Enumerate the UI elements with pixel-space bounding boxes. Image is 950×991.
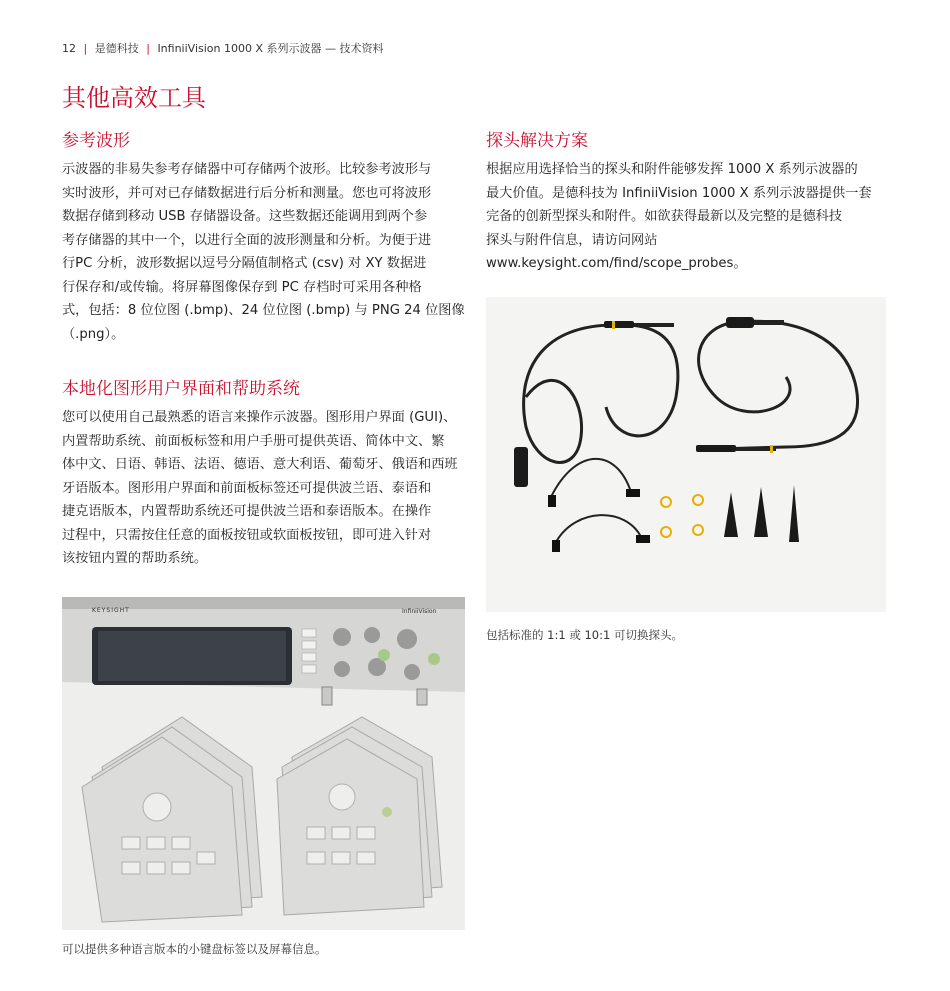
probes-photo-caption: 包括标准的 1:1 或 10:1 可切换探头。 <box>486 628 683 642</box>
section-title-localized-gui: 本地化图形用户界面和帮助系统 <box>62 379 300 399</box>
text-line: 体中文、日语、韩语、法语、德语、意大利语、葡萄牙、俄语和西班 <box>62 457 458 472</box>
text-line: 行保存和/或传输。将屏幕图像保存到 PC 存档时可采用各种格 <box>62 279 422 295</box>
probe-url: www.keysight.com/find/scope_probes。 <box>486 256 747 271</box>
page-title: 其他高效工具 <box>62 84 206 112</box>
header-separator: | <box>83 42 88 55</box>
reference-waveforms-body <box>62 158 472 346</box>
text-line: 该按钮内置的帮助系统。 <box>62 551 208 566</box>
text-line: （.png）。 <box>62 326 125 342</box>
overlay-photo <box>62 597 465 930</box>
text-line: 探头与附件信息，请访问网站 <box>486 232 658 248</box>
section-title-reference-waveforms: 参考波形 <box>62 131 130 151</box>
text-line: 考存储器的其中一个，以进行全面的波形测量和分析。为便于进 <box>62 232 432 248</box>
series-label: InfiniiVision <box>402 608 437 615</box>
text-line: 牙语版本。图形用户界面和前面板标签还可提供波兰语、泰语和 <box>62 480 432 496</box>
overlay-photo-caption: 可以提供多种语言版本的小键盘标签以及屏幕信息。 <box>62 942 327 956</box>
text-line: 完备的创新型探头和附件。如欲获得最新以及完整的是德科技 <box>486 209 843 224</box>
text-line: 根据应用选择恰当的探头和附件能够发挥 1000 X 系列示波器的 <box>486 162 858 177</box>
probes-photo <box>486 297 886 612</box>
text-line: 捷克语版本，内置帮助系统还可提供波兰语和泰语版本。在操作 <box>62 504 432 519</box>
header-product-title: InfiniiVision 1000 X 系列示波器 — 技术资料 <box>157 42 384 55</box>
text-line: 您可以使用自己最熟悉的语言来操作示波器。图形用户界面 (GUI)、 <box>62 410 457 425</box>
text-line: 示波器的非易失参考存储器中可存储两个波形。比较参考波形与 <box>62 162 432 177</box>
text-line: 最大价值。是德科技为 InfiniiVision 1000 X 系列示波器提供一套 <box>486 185 872 201</box>
text-line: 过程中，只需按住任意的面板按钮或软面板按钮，即可进入针对 <box>62 527 432 543</box>
header-separator: | <box>146 42 150 55</box>
text-line: 实时波形，并可对已存储数据进行后分析和测量。您也可将波形 <box>62 185 432 201</box>
localized-gui-body <box>62 406 472 571</box>
text-line: 数据存储到移动 USB 存储器设备。这些数据还能调用到两个参 <box>62 209 428 224</box>
probe-solutions-body <box>486 158 896 276</box>
text-line: 式，包括：8 位位图 (.bmp)、24 位位图 (.bmp) 与 PNG 24 位图像 <box>62 303 465 318</box>
page-header <box>62 40 384 56</box>
text-line: 内置帮助系统、前面板标签和用户手册可提供英语、简体中文、繁 <box>62 433 445 449</box>
header-company: 是德科技 <box>94 42 139 55</box>
text-line: 行PC 分析，波形数据以逗号分隔值制格式 (csv) 对 XY 数据进 <box>62 256 427 271</box>
section-title-probe-solutions: 探头解决方案 <box>486 131 588 151</box>
page-number: 12 <box>62 42 76 55</box>
brand-label: KEYSIGHT <box>92 607 130 614</box>
